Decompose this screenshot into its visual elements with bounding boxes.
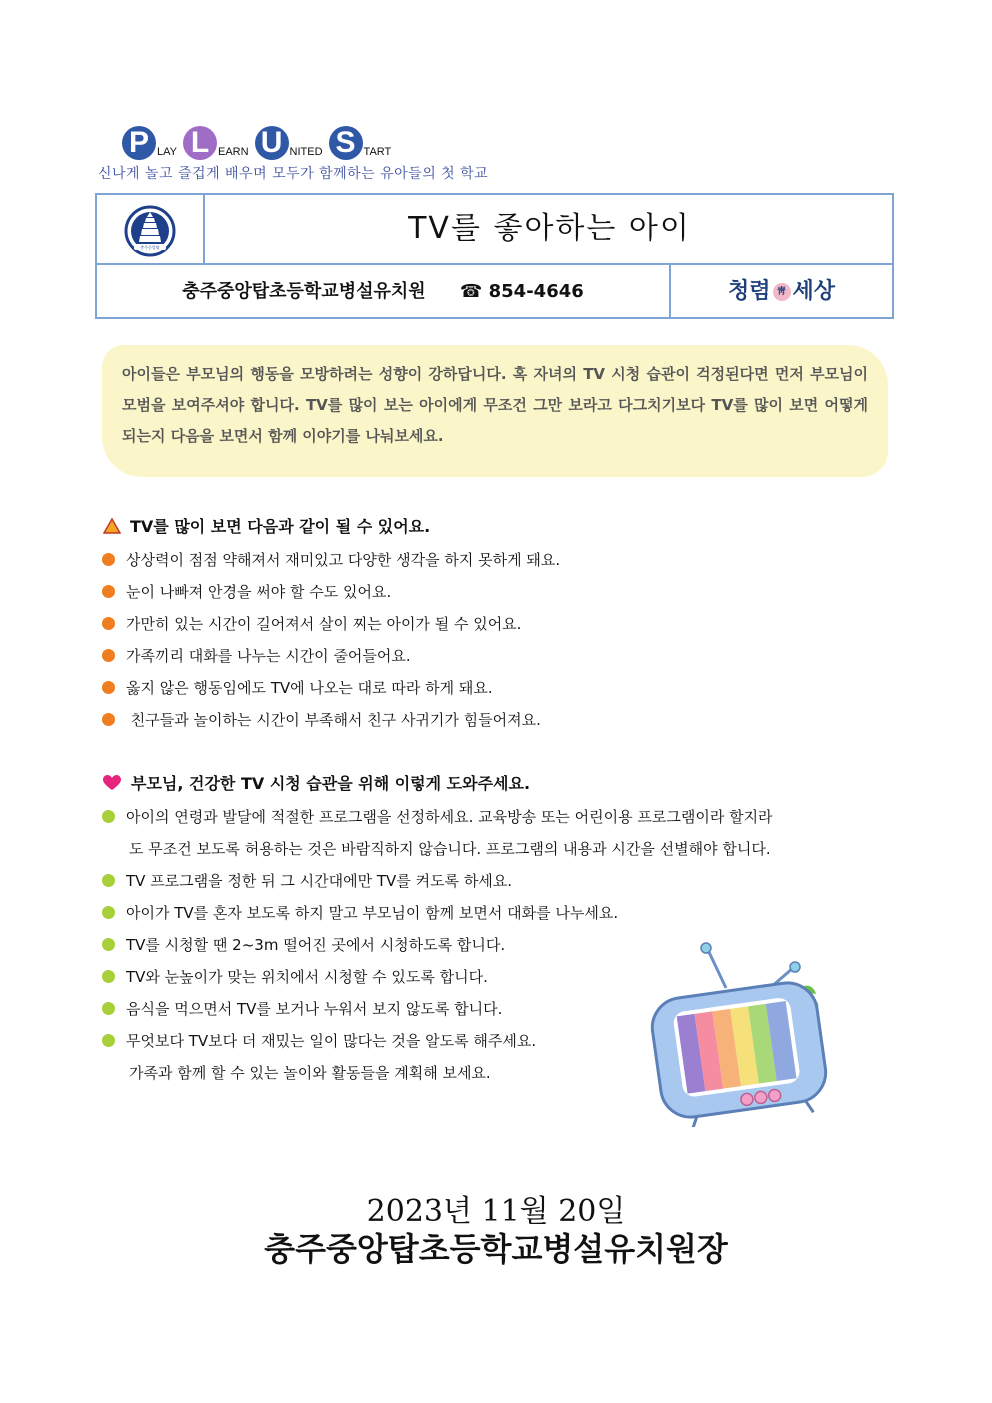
header-table bbox=[95, 193, 894, 319]
section2-title: 부모님, 건강한 TV 시청 습관을 위해 이렇게 도와주세요. bbox=[131, 774, 531, 793]
school-motto: 신나게 놀고 즐겁게 배우며 모두가 함께하는 유아들의 첫 학교 bbox=[98, 166, 489, 182]
heart-icon bbox=[103, 775, 121, 791]
list-item: 가만히 있는 시간이 길어져서 살이 찌는 아이가 될 수 있어요. bbox=[102, 607, 560, 639]
school-contact bbox=[97, 265, 669, 319]
plus-initial: L bbox=[183, 126, 217, 160]
bullet-icon bbox=[102, 713, 115, 726]
list-item: 옳지 않은 행동임에도 TV에 나오는 대로 따라 하게 돼요. bbox=[102, 671, 560, 703]
list-item-continuation: 도 무조건 보도록 허용하는 것은 바람직하지 않습니다. 프로그램의 내용과 시간을 선별해야 합니다. bbox=[129, 839, 771, 858]
list-item: 가족끼리 대화를 나누는 시간이 줄어들어요. bbox=[102, 639, 560, 671]
intro-box bbox=[102, 345, 888, 477]
plus-rest: LAY bbox=[157, 146, 177, 158]
bullet-icon bbox=[102, 810, 115, 823]
slogan-right: 세상 bbox=[792, 279, 836, 304]
list-item: 무엇보다 TV보다 더 재밌는 일이 많다는 것을 알도록 해주세요. bbox=[102, 1024, 902, 1056]
integrity-slogan bbox=[671, 265, 892, 319]
section2-title-row bbox=[103, 771, 530, 794]
slogan-mid: 靑 bbox=[776, 287, 786, 297]
bullet-icon bbox=[102, 938, 115, 951]
list-item: 상상력이 점점 약해져서 재미있고 다양한 생각을 하지 못하게 돼요. bbox=[102, 543, 560, 575]
section1-list bbox=[102, 543, 560, 735]
plus-initial: P bbox=[122, 126, 156, 160]
issue-date: 2023년 11월 20일 bbox=[366, 1194, 626, 1229]
page-title: TV를 좋아하는 아이 bbox=[408, 211, 691, 246]
plus-logo bbox=[122, 126, 397, 160]
signer-name: 충주중앙탑초등학교병설유치원장 bbox=[264, 1230, 728, 1268]
school-name: 충주중앙탑초등학교병설유치원 bbox=[182, 281, 426, 302]
bullet-icon bbox=[102, 681, 115, 694]
plus-initial: S bbox=[329, 126, 363, 160]
bullet-icon bbox=[102, 649, 115, 662]
bullet-icon bbox=[102, 874, 115, 887]
list-item: TV와 눈높이가 맞는 위치에서 시청할 수 있도록 합니다. bbox=[102, 960, 902, 992]
list-item: 눈이 나빠져 안경을 써야 할 수도 있어요. bbox=[102, 575, 560, 607]
phone-number: 854-4646 bbox=[488, 281, 584, 302]
section1-title: TV를 많이 보면 다음과 같이 될 수 있어요. bbox=[130, 517, 431, 536]
tv-illustration-icon bbox=[648, 942, 833, 1127]
bullet-icon bbox=[102, 1002, 115, 1015]
warning-icon bbox=[103, 518, 121, 534]
list-item-continuation: 가족과 함께 할 수 있는 놀이와 활동들을 계획해 보세요. bbox=[129, 1063, 491, 1082]
school-emblem-icon bbox=[124, 205, 176, 257]
plus-rest: NITED bbox=[289, 146, 323, 158]
plus-rest: EARN bbox=[217, 146, 249, 158]
phone-icon: ☎ bbox=[459, 281, 483, 302]
bullet-icon bbox=[102, 1034, 115, 1047]
emblem-label: 충주중앙탑 bbox=[140, 245, 160, 250]
plus-initial: U bbox=[255, 126, 289, 160]
list-item: 친구들과 놀이하는 시간이 부족해서 친구 사귀기가 힘들어져요. bbox=[102, 703, 560, 735]
section1-title-row bbox=[103, 514, 430, 537]
list-item: 음식을 먹으면서 TV를 보거나 누워서 보지 않도록 합니다. bbox=[102, 992, 902, 1024]
list-item: 아이의 연령과 발달에 적절한 프로그램을 선정하세요. 교육방송 또는 어린이용 프로그램이라 할지라 bbox=[102, 800, 902, 832]
bullet-icon bbox=[102, 553, 115, 566]
intro-text: 아이들은 부모님의 행동을 모방하려는 성향이 강하답니다. 혹 자녀의 TV 시청 습관이 걱정된다면 먼저 부모님이 모범을 보여주셔야 합니다. TV를 많이 보는 아이에게 무조건 그만 보라고 다그치기보다 TV를 많이 보면 어떻게 되는지 다음을 보면서 함께 이야기를 나눠보세요. bbox=[122, 365, 868, 445]
bullet-icon bbox=[102, 970, 115, 983]
list-item: 아이가 TV를 혼자 보도록 하지 말고 부모님이 함께 보면서 대화를 나누세요. bbox=[102, 896, 902, 928]
plus-word-start bbox=[329, 126, 392, 160]
slogan-emblem bbox=[773, 283, 791, 301]
list-item: TV를 시청할 땐 2~3m 떨어진 곳에서 시청하도록 합니다. bbox=[102, 928, 902, 960]
plus-word-united bbox=[255, 126, 323, 160]
bullet-icon bbox=[102, 617, 115, 630]
bullet-icon bbox=[102, 906, 115, 919]
bullet-icon bbox=[102, 585, 115, 598]
plus-rest: TART bbox=[363, 146, 392, 158]
list-item: TV 프로그램을 정한 뒤 그 시간대에만 TV를 켜도록 하세요. bbox=[102, 864, 902, 896]
plus-word-learn bbox=[183, 126, 249, 160]
slogan-left: 청렴 bbox=[727, 279, 771, 304]
plus-word-play bbox=[122, 126, 177, 160]
